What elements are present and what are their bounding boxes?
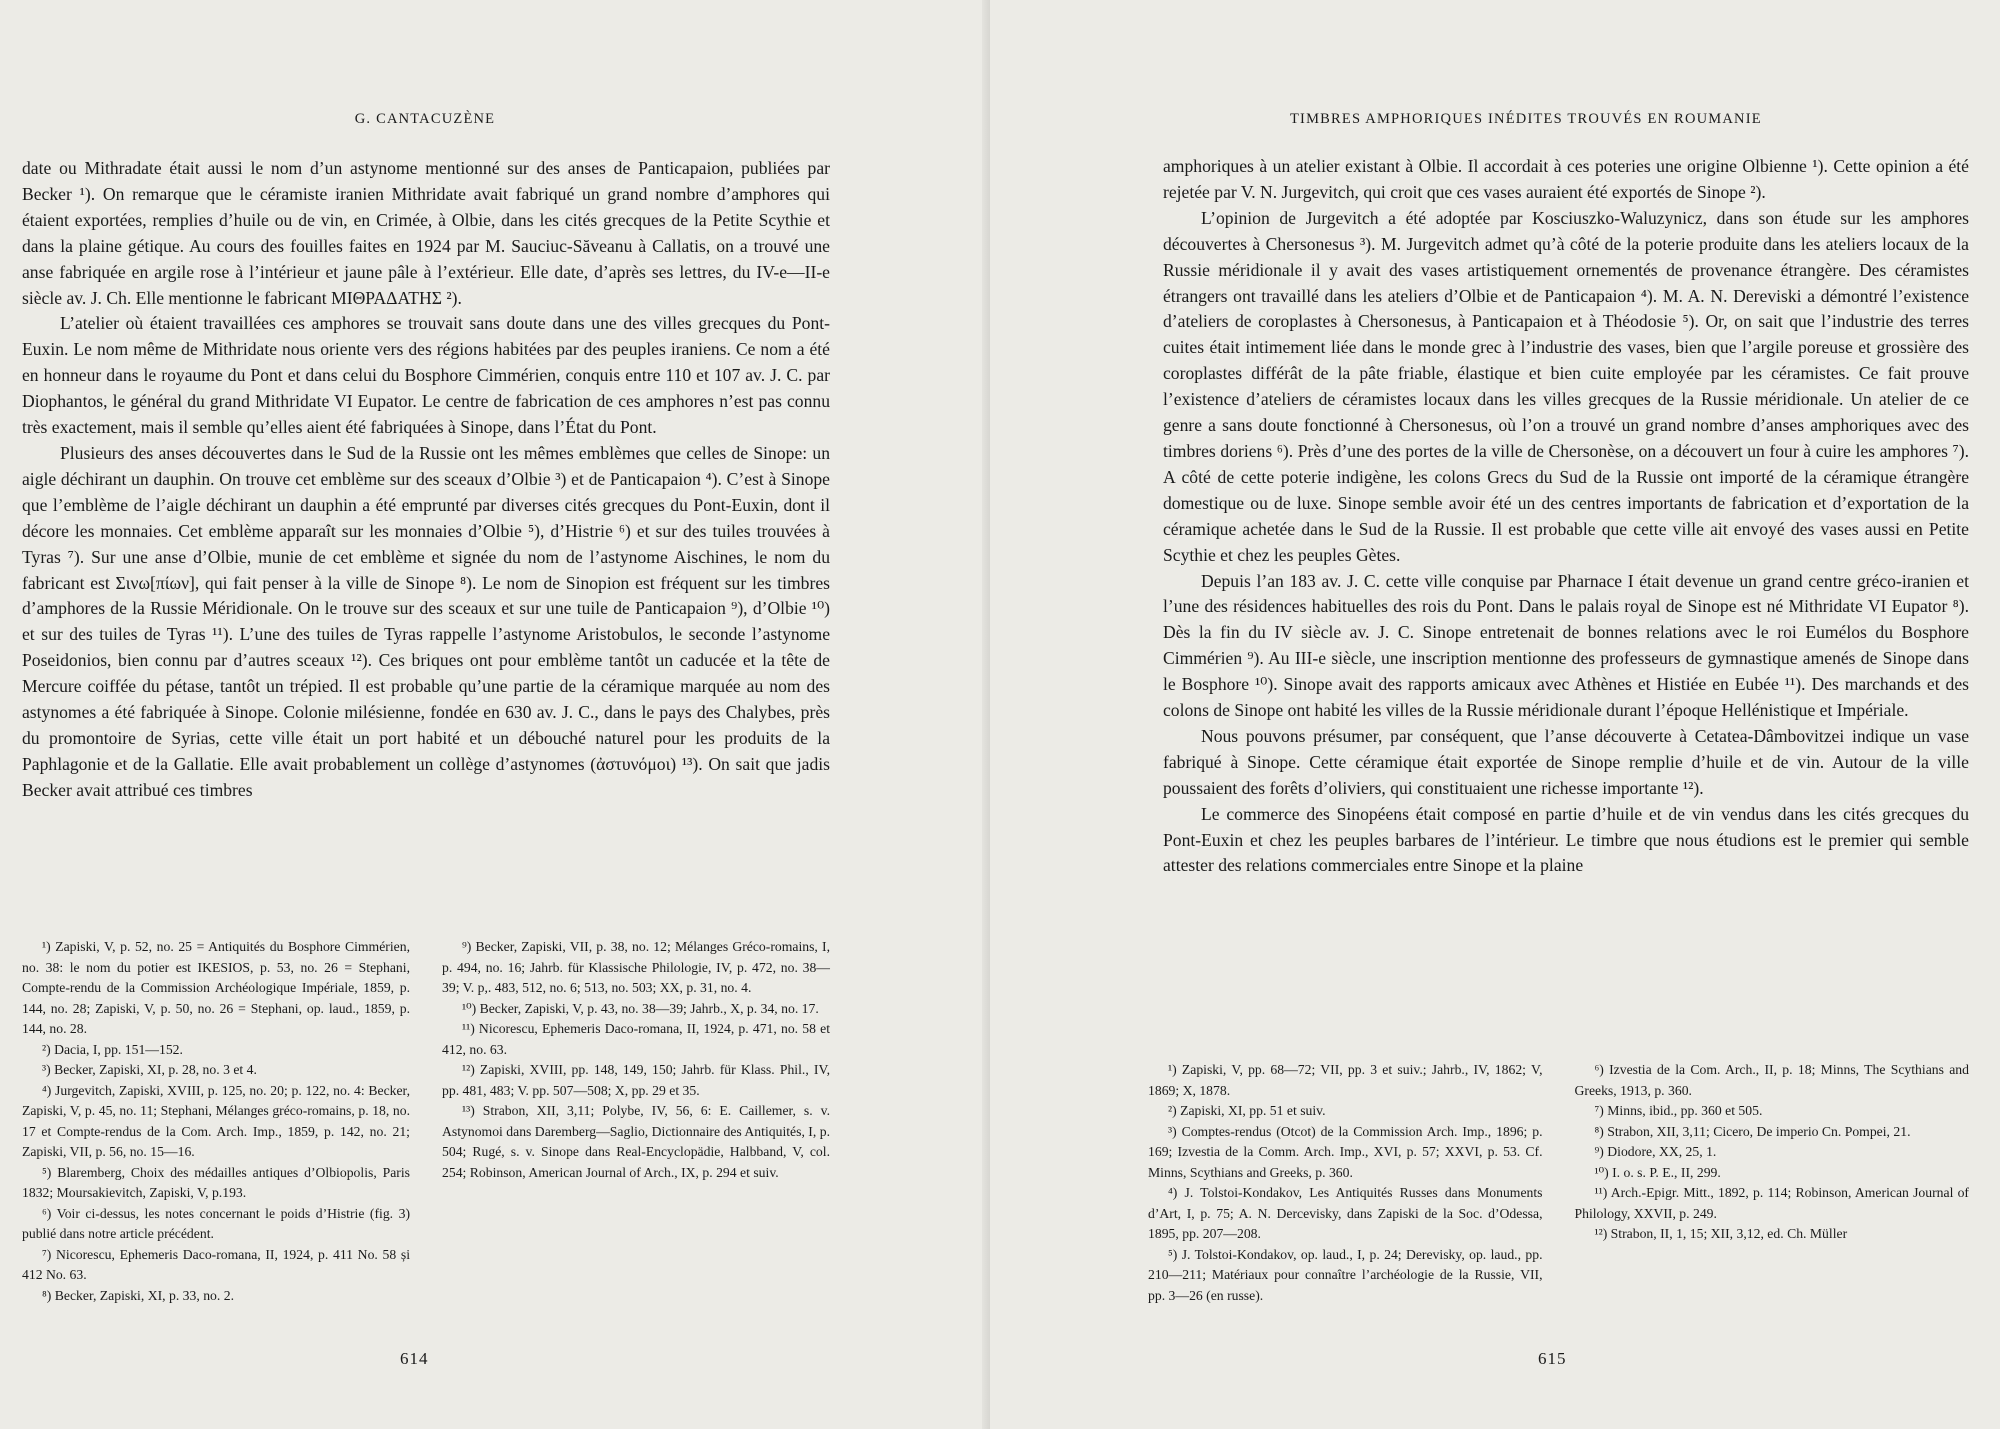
footnote: ¹²) Zapiski, XVIII, pp. 148, 149, 150; Jahrb. für Klass. Phil., IV, pp. 481, 483; V. pp. 507—508; X, pp. 29 et 35. <box>442 1062 830 1098</box>
footnote: ⁴) J. Tolstoi-Kondakov, Les Antiquités Russes dans Monuments d’Art, I, p. 75; A. N. Dercevisky, dans Zapiski de la Soc. d’Odessa, 1895, pp. 207—208. <box>1148 1185 1543 1241</box>
footnote: ²) Zapiski, XI, pp. 51 et suiv. <box>1168 1103 1326 1118</box>
footnote: ¹⁰) Becker, Zapiski, V, p. 43, no. 38—39; Jahrb., X, p. 34, no. 17. <box>462 1000 819 1016</box>
body-text <box>1163 154 1969 879</box>
footnote: ¹¹) Nicorescu, Ephemeris Daco-romana, II, 1924, p. 471, no. 58 et 412, no. 63. <box>442 1021 830 1057</box>
paragraph: Le commerce des Sinopéens était composé en partie d’huile et de vin vendus dans les cités grecques du Pont-Euxin et chez les peuples barbares de l’intérieur. Le timbre que nous étudions est le premier qui semble attester des relations commerciales entre Sinope et la plaine <box>1163 803 1969 876</box>
footnote: ⁷) Nicorescu, Ephemeris Daco-romana, II, 1924, p. 411 No. 58 și 412 No. 63. <box>22 1246 410 1282</box>
paragraph: L’opinion de Jurgevitch a été adoptée par Kosciuszko-Waluzynicz, dans son étude sur les amphores découvertes à Chersonesus ³). M. Jurgevitch admet qu’à côté de la poterie produite dans les ateliers locaux de la Russie méridionale il y avait des vases artistiquement ornementés de provenance étrangère. Des céramistes étrangers ont travaillé dans les ateliers d’Olbie et de Panticapaion ⁴). M. A. N. Dereviski a démontré l’existence d’ateliers de coroplastes à Chersonesus, à Panticapaion et à Théodosie ⁵). Or, on sait que l’industrie des terres cuites était intimement liée dans le monde grec à l’industrie des vases, bien que l’argile poreuse et grossière des coroplastes différât de la pâte friable, élastique et bien cuite employée par les céramistes. Ce fait prouve l’existence d’ateliers de céramistes locaux dans les villes grecques de la Russie méridionale. Un atelier de ce genre a sans doute fonctionné à Chersonesus, où l’on a trouvé un grand nombre d’anses amphoriques avec des timbres doriens ⁶). Près d’une des portes de la ville de Chersonèse, on a découvert un four à cuire les amphores ⁷). A côté de cette poterie indigène, les colons Grecs du Sud de la Russie ont importé de la céramique étrangère domestique ou de luxe. Sinope semble avoir été un des centres importants de fabrication et d’exportation de la céramique achetée dans le Sud de la Russie. Il est probable que cette ville ait envoyé des vases aussi en Petite Scythie et chez les peuples Gètes. <box>1163 207 1969 565</box>
footnote: ⁶) Voir ci-dessus, les notes concernant le poids d’Histrie (fig. 3) publié dans notre article précédent. <box>22 1205 410 1241</box>
footnote: ⁸) Strabon, XII, 3,11; Cicero, De imperio Cn. Pompei, 21. <box>1594 1123 1911 1139</box>
footnote: ⁷) Minns, ibid., pp. 360 et 505. <box>1594 1103 1763 1118</box>
page-number: 614 <box>400 1349 429 1368</box>
footnote: ⁵) Blaremberg, Choix des médailles antiques d’Olbiopolis, Paris 1832; Moursakievitch, Zapiski, V, p.193. <box>22 1164 410 1200</box>
footnote: ¹⁰) I. o. s. P. E., II, 299. <box>1594 1164 1721 1180</box>
footnote: ⁶) Izvestia de la Com. Arch., II, p. 18; Minns, The Scythians and Greeks, 1913, p. 360. <box>1574 1062 1969 1098</box>
footnotes <box>22 937 830 1327</box>
running-head: TIMBRES AMPHORIQUES INÉDITES TROUVÉS EN ROUMANIE <box>1290 111 1762 127</box>
footnote: ¹¹) Arch.-Epigr. Mitt., 1892, p. 114; Robinson, American Journal of Philology, XXVII, p. 249. <box>1574 1185 1969 1221</box>
left-page <box>0 0 990 1429</box>
footnote: ⁵) J. Tolstoi-Kondakov, op. laud., I, p. 24; Derevisky, op. laud., pp. 210—211; Matériaux pour connaître l’archéologie de la Russie, VII, pp. 3—26 (en russe). <box>1148 1246 1543 1303</box>
footnote: ¹) Zapiski, V, pp. 68—72; VII, pp. 3 et suiv.; Jahrb., IV, 1862; V, 1869; X, 1878. <box>1148 1062 1543 1098</box>
paragraph: Plusieurs des anses découvertes dans le Sud de la Russie ont les mêmes emblèmes que celles de Sinope: un aigle déchirant un dauphin. On trouve cet emblème sur des sceaux d’Olbie ³) et de Panticapaion ⁴). C’est à Sinope que l’emblème de l’aigle déchirant un dauphin a été emprunté par diverses cités grecques du Pont-Euxin, dont il décore les monnaies. Cet emblème apparaît sur les monnaies d’Olbie ⁵), d’Histrie ⁶) et sur des tuiles trouvées à Tyras ⁷). Sur une anse d’Olbie, munie de cet emblème et signée du nom de l’astynome Aischines, le nom du fabricant est Σινω[πίων], qui fait penser à la ville de Sinope ⁸). Le nom de Sinopion est fréquent sur les timbres d’amphores de la Russie Méridionale. On le trouve sur des sceaux et sur une tuile de Panticapaion ⁹), d’Olbie ¹⁰) et sur des tuiles de Tyras ¹¹). L’une des tuiles de Tyras rappelle l’astynome Aristobulos, le seconde l’astynome Poseidonios, bien connu par d’autres sceaux ¹²). Ces briques ont pour emblème tantôt un caducée et la tête de Mercure coiffée du pétase, tantôt un trépied. Il est probable qu’une partie de la céramique marquée au nom des astynomes a été fabriquée à Sinope. Colonie milésienne, fondée en 630 av. J. C., dans le pays des Chalybes, près du promontoire de Syrias, cette ville était un port habité et un débouché naturel pour les produits de la Paphlagonie et de la Gallatie. Elle avait probablement un collège d’astynomes (ἀστυνόμοι) ¹³). On sait que jadis Becker avait attribué ces timbres <box>22 442 830 800</box>
footnote: ¹) Zapiski, V, p. 52, no. 25 = Antiquités du Bosphore Cimmérien, no. 38: le nom du potier est IKESIOS, p. 53, no. 26 = Stephani, Compte-rendu de la Commission Archéologique Impériale, 1859, p. 144, no. 28; Zapiski, V, p. 50, no. 26 = Stephani, op. laud., 1859, p. 144, no. 28. <box>22 939 410 1036</box>
footnote: ¹²) Strabon, II, 1, 15; XII, 3,12, ed. Ch. Müller <box>1594 1226 1848 1241</box>
footnote: ⁸) Becker, Zapiski, XI, p. 33, no. 2. <box>42 1287 235 1303</box>
paragraph: Depuis l’an 183 av. J. C. cette ville conquise par Pharnace I était devenue un grand centre gréco-iranien et l’une des résidences habituelles des rois du Pont. Dans le palais royal de Sinope est né Mithridate VI Eupator ⁸). Dès la fin du IV siècle av. J. C. Sinope entretenait de bonnes relations avec le roi Eumélos du Bosphore Cimmérien ⁹). Au III-e siècle, une inscription mentionne des professeurs de gymnastique amenés de Sinope dans le Bosphore ¹⁰). Sinope avait des rapports amicaux avec Athènes et Histiée en Eubée ¹¹). Des marchands et des colons de Sinope ont habité les villes de la Russie méridionale durant l’époque Hellénistique et Impériale. <box>1163 570 1969 721</box>
footnote: ⁹) Diodore, XX, 25, 1. <box>1594 1144 1717 1159</box>
paragraph: amphoriques à un atelier existant à Olbie. Il accordait à ces poteries une origine Olbienne ¹). Cette opinion a été rejetée par V. N. Jurgevitch, qui croit que ces vases auraient été exportés de Sinope ²). <box>1163 156 1969 202</box>
footnote: ²) Dacia, I, pp. 151—152. <box>42 1041 183 1057</box>
paragraph: L’atelier où étaient travaillées ces amphores se trouvait sans doute dans une des villes grecques du Pont-Euxin. Le nom même de Mithridate nous oriente vers des régions habitées par des peuples iraniens. Ce nom a été en honneur dans le royaume du Pont et dans celui du Bosphore Cimmérien, conquis entre 110 et 107 av. J. C. par Diophantos, le général du grand Mithridate VI Eupator. Le centre de fabrication de ces amphores n’est pas connu très exactement, mais il semble qu’elles aient été fabriquées à Sinope, dans l’État du Pont. <box>22 313 830 438</box>
footnote: ³) Comptes-rendus (Otcot) de la Commission Arch. Imp., 1896; p. 169; Izvestia de la Comm. Arch. Imp., XVI, p. 57; XXVI, p. 53. Cf. Minns, Scythians and Greeks, p. 360. <box>1148 1123 1543 1180</box>
running-head: G. CANTACUZÈNE <box>354 111 496 127</box>
footnote: ³) Becker, Zapiski, XI, p. 28, no. 3 et 4. <box>42 1062 257 1077</box>
footnote: ⁹) Becker, Zapiski, VII, p. 38, no. 12; Mélanges Gréco-romains, I, p. 494, no. 16; Jahrb. für Klassische Philologie, IV, p. 472, no. 38—39; V. p,. 483, 512, no. 6; 513, no. 503; XX, p. 31, no. 4. <box>442 939 830 995</box>
footnote: ⁴) Jurgevitch, Zapiski, XVIII, p. 125, no. 20; p. 122, no. 4: Becker, Zapiski, V, p. 45, no. 11; Stephani, Mélanges gréco-romains, p. 18, no. 17 et Compte-rendus de la Com. Arch. Imp., 1859, p. 142, no. 21; Zapiski, VII, p. 56, no. 15—16. <box>22 1082 410 1159</box>
paragraph: date ou Mithradate était aussi le nom d’un astynome mentionné sur des anses de Panticapaion, publiées par Becker ¹). On remarque que le céramiste iranien Mithridate avait fabriqué un grand nombre d’amphores qui étaient exportées, remplies d’huile ou de vin, en Crimée, à Olbie, dans les cités grecques de la Petite Scythie et dans la plaine gétique. Au cours des fouilles faites en 1924 par M. Sauciuc-Săveanu à Callatis, on a trouvé une anse fabriquée en argile rose à l’intérieur et jaune pâle à l’extérieur. Elle date, d’après ses lettres, du IV-e—II-e siècle av. J. Ch. Elle mentionne le fabricant ΜΙΘΡΑΔΑΤΗΣ ²). <box>22 158 830 308</box>
footnote: ¹³) Strabon, XII, 3,11; Polybe, IV, 56, 6: E. Caillemer, s. v. Astynomoi dans Daremberg—Saglio, Dictionnaire des Antiquités, I, p. 504; Rugé, s. v. Sinope dans Real-Encyclopädie, Halbband, V, col. 254; Robinson, American Journal of Arch., IX, p. 294 et suiv. <box>442 1103 830 1180</box>
paragraph: Nous pouvons présumer, par conséquent, que l’anse découverte à Cetatea-Dâmbovitzei indique un vase fabriqué à Sinope. Cette céramique était exportée de Sinope remplie d’huile et de vin. Autour de la ville poussaient des forêts d’oliviers, qui constituaient une richesse importante ¹²). <box>1163 725 1969 798</box>
right-page <box>990 0 2000 1429</box>
page-number: 615 <box>1538 1349 1567 1368</box>
footnotes <box>1148 1060 1969 1320</box>
body-text <box>22 156 830 804</box>
